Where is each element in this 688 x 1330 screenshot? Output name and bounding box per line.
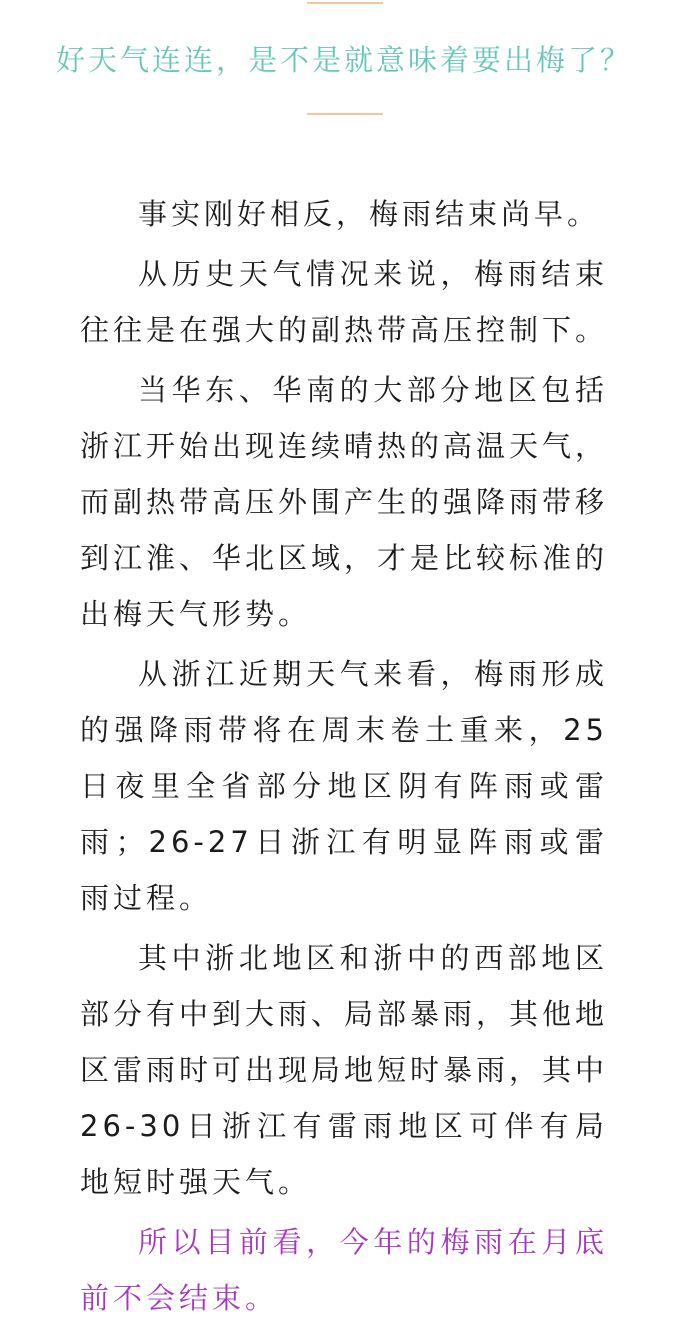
paragraph-4: 从浙江近期天气来看，梅雨形成的强降雨带将在周末卷土重来，25日夜里全省部分地区阴有阵雨或雷雨；26-27日浙江有明显阵雨或雷雨过程。 bbox=[80, 657, 608, 915]
paragraph-1: 事实刚好相反，梅雨结束尚早。 bbox=[138, 197, 601, 231]
paragraph-2: 从历史天气情况来说，梅雨结束往往是在强大的副热带高压控制下。 bbox=[80, 257, 609, 347]
top-divider bbox=[307, 2, 383, 4]
paragraph-3: 当华东、华南的大部分地区包括浙江开始出现连续晴热的高温天气，而副热带高压外围产生的强降雨带移到江淮、华北区域，才是比较标准的出梅天气形势。 bbox=[80, 373, 609, 631]
page-title: 好天气连连，是不是就意味着要出梅了？ bbox=[55, 43, 632, 77]
paragraph-5: 其中浙北地区和浙中的西部地区部分有中到大雨、局部暴雨，其他地区雷雨时可出现局地短时暴雨，其中26-30日浙江有雷雨地区可伴有局地短时强天气。 bbox=[80, 941, 609, 1199]
bottom-divider bbox=[307, 113, 383, 115]
conclusion-paragraph: 所以目前看，今年的梅雨在月底前不会结束。 bbox=[80, 1225, 608, 1315]
article-body bbox=[80, 186, 608, 1330]
